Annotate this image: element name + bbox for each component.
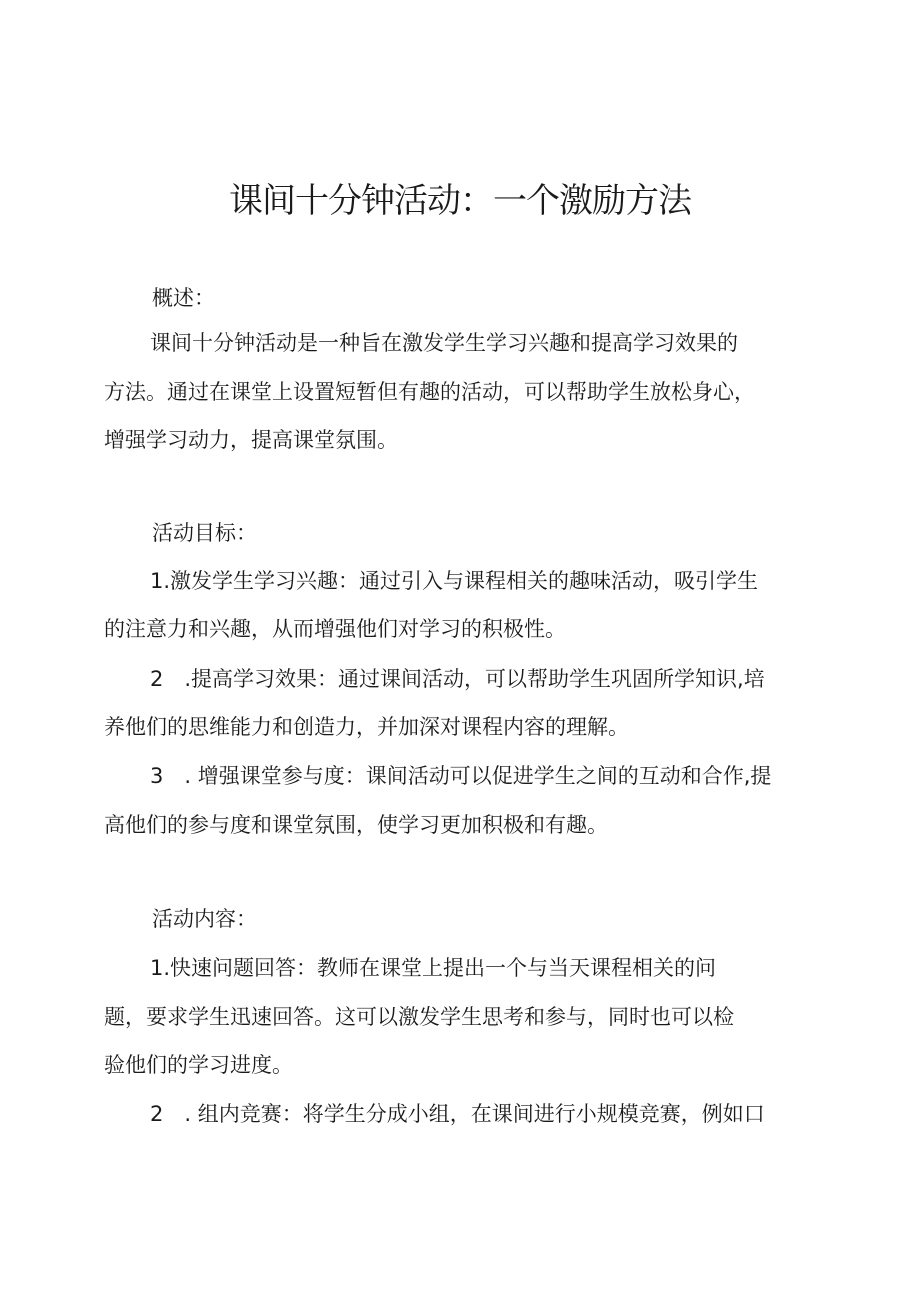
- goal-item-line: 3 . 增强课堂参与度：课间活动可以促进学生之间的互动和合作,提: [150, 764, 772, 788]
- goals-heading: 活动目标：: [152, 521, 257, 545]
- goal-item-line: 的注意力和兴趣，从而增强他们对学习的积极性。: [104, 617, 566, 641]
- content-item-line: 1.快速问题回答：教师在课堂上提出一个与当天课程相关的问: [150, 956, 717, 980]
- content-item-line: 题，要求学生迅速回答。这可以激发学生思考和参与，同时也可以检: [104, 1005, 734, 1029]
- overview-line: 课间十分钟活动是一种旨在激发学生学习兴趣和提高学习效果的: [150, 331, 738, 355]
- document-title: 课间十分钟活动：一个激励方法: [229, 181, 691, 221]
- content-item-line: 验他们的学习进度。: [104, 1053, 293, 1077]
- goal-item-line: 2 .提高学习效果：通过课间活动，可以帮助学生巩固所学知识,培: [150, 667, 765, 691]
- goal-item-line: 养他们的思维能力和创造力，并加深对课程内容的理解。: [104, 715, 629, 739]
- overview-line: 增强学习动力，提高课堂氛围。: [104, 428, 398, 452]
- overview-line: 方法。通过在课堂上设置短暂但有趣的活动，可以帮助学生放松身心，: [104, 380, 755, 404]
- content-heading: 活动内容：: [152, 907, 257, 931]
- content-item-line: 2 . 组内竞赛：将学生分成小组，在课间进行小规模竞赛，例如口: [150, 1102, 765, 1126]
- goal-item-line: 高他们的参与度和课堂氛围，使学习更加积极和有趣。: [104, 813, 608, 837]
- goal-item-line: 1.激发学生学习兴趣：通过引入与课程相关的趣味活动，吸引学生: [150, 569, 759, 593]
- overview-heading: 概述：: [152, 286, 215, 310]
